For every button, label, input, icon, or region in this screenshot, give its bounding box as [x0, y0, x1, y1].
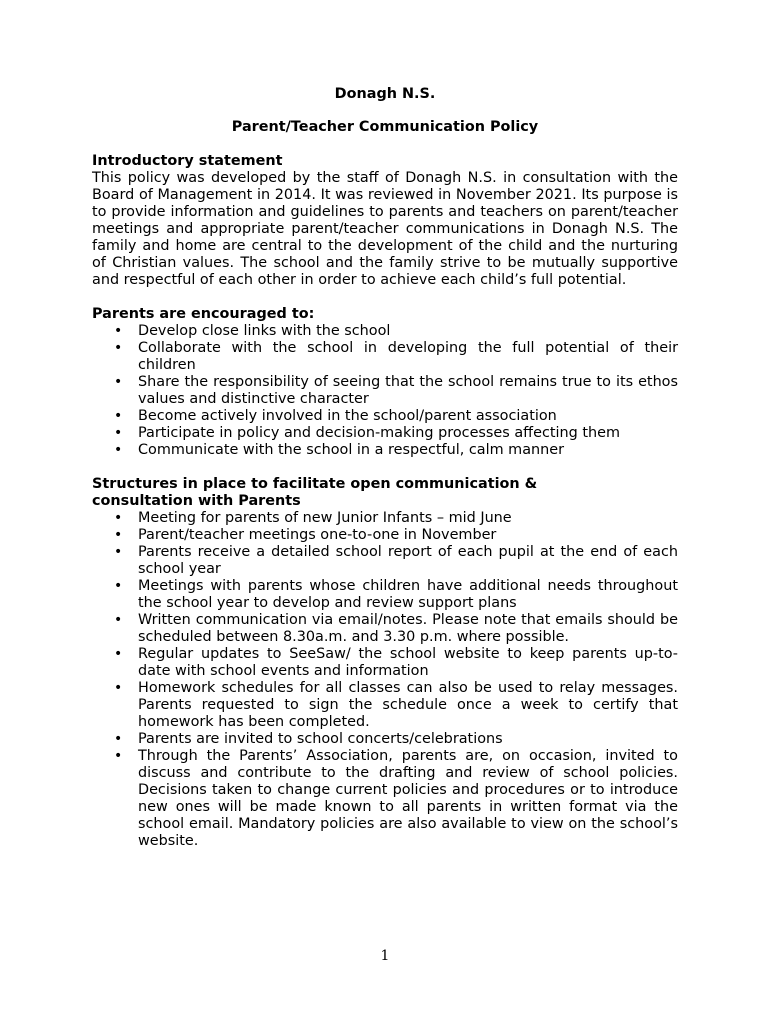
list-item-text: Collaborate with the school in developing the full potential of their children: [138, 340, 678, 373]
bullet-icon: •: [114, 748, 123, 764]
list-item-text: Share the responsibility of seeing that the school remains true to its ethos values and distinctive character: [138, 374, 678, 407]
bullet-icon: •: [114, 680, 123, 696]
list-item: [92, 374, 678, 408]
policy-title: Parent/Teacher Communication Policy: [231, 119, 539, 135]
list-item: [92, 646, 678, 680]
bullet-icon: •: [114, 731, 123, 747]
structures-heading: [92, 476, 678, 510]
list-item-text: Regular updates to SeeSaw/ the school website to keep parents up-to-date with school events and information: [138, 646, 678, 679]
list-item: [92, 323, 678, 340]
bullet-icon: •: [114, 374, 123, 390]
list-item: [92, 578, 678, 612]
bullet-icon: •: [114, 408, 123, 424]
list-item: [92, 544, 678, 578]
list-item-text: Develop close links with the school: [138, 323, 391, 339]
bullet-icon: •: [114, 646, 123, 662]
bullet-icon: •: [114, 578, 123, 594]
list-item-text: Parent/teacher meetings one-to-one in November: [138, 527, 497, 543]
list-item: [92, 408, 678, 425]
structures-heading-line2: consultation with Parents: [92, 493, 301, 509]
structures-heading-line1: Structures in place to facilitate open communication &: [92, 476, 538, 492]
list-item-text: Meeting for parents of new Junior Infants – mid June: [138, 510, 512, 526]
school-name: Donagh N.S.: [334, 86, 436, 102]
list-item-text: Communicate with the school in a respectful, calm manner: [138, 442, 565, 458]
list-item: [92, 612, 678, 646]
parents-list: [92, 323, 678, 459]
list-item-text: Written communication via email/notes. Please note that emails should be scheduled between 8.30a.m. and 3.30 p.m. where possible.: [138, 612, 678, 645]
list-item: [92, 748, 678, 850]
list-item-text: Participate in policy and decision-making processes affecting them: [138, 425, 620, 441]
structures-list: [92, 510, 678, 850]
list-item: [92, 527, 678, 544]
bullet-icon: •: [114, 510, 123, 526]
bullet-icon: •: [114, 425, 123, 441]
list-item: [92, 425, 678, 442]
bullet-icon: •: [114, 442, 123, 458]
page-number: 1: [380, 948, 390, 964]
list-item: [92, 510, 678, 527]
list-item: [92, 680, 678, 731]
list-item: [92, 731, 678, 748]
list-item-text: Become actively involved in the school/parent association: [138, 408, 557, 424]
bullet-icon: •: [114, 527, 123, 543]
intro-heading: Introductory statement: [92, 153, 283, 169]
list-item: [92, 442, 678, 459]
bullet-icon: •: [114, 323, 123, 339]
bullet-icon: •: [114, 340, 123, 356]
list-item-text: Meetings with parents whose children have additional needs throughout the school year to develop and review support plans: [138, 578, 678, 611]
list-item-text: Through the Parents’ Association, parents are, on occasion, invited to discuss and contribute to the drafting and review of school policies. Decisions taken to change current policies and procedures or to introduce new ones will be made known to all parents in written format via the school email. Mandatory policies are also available to view on the school’s website.: [138, 748, 678, 849]
bullet-icon: •: [114, 612, 123, 628]
list-item-text: Parents receive a detailed school report of each pupil at the end of each school year: [138, 544, 678, 577]
intro-paragraph: This policy was developed by the staff of Donagh N.S. in consultation with the Board of Management in 2014. It was reviewed in November 2021. Its purpose is to provide information and guidelines to parents and teachers on parent/teacher meetings and appropriate parent/teacher communications in Donagh N.S. The family and home are central to the development of the child and the nurturing of Christian values. The school and the family strive to be mutually supportive and respectful of each other in order to achieve each child’s full potential.: [92, 170, 678, 288]
document-body: [92, 86, 678, 867]
list-item-text: Homework schedules for all classes can also be used to relay messages. Parents requested to sign the schedule once a week to certify that homework has been completed.: [138, 680, 678, 730]
list-item: [92, 340, 678, 374]
parents-heading: Parents are encouraged to:: [92, 306, 315, 322]
list-item-text: Parents are invited to school concerts/celebrations: [138, 731, 503, 747]
bullet-icon: •: [114, 544, 123, 560]
